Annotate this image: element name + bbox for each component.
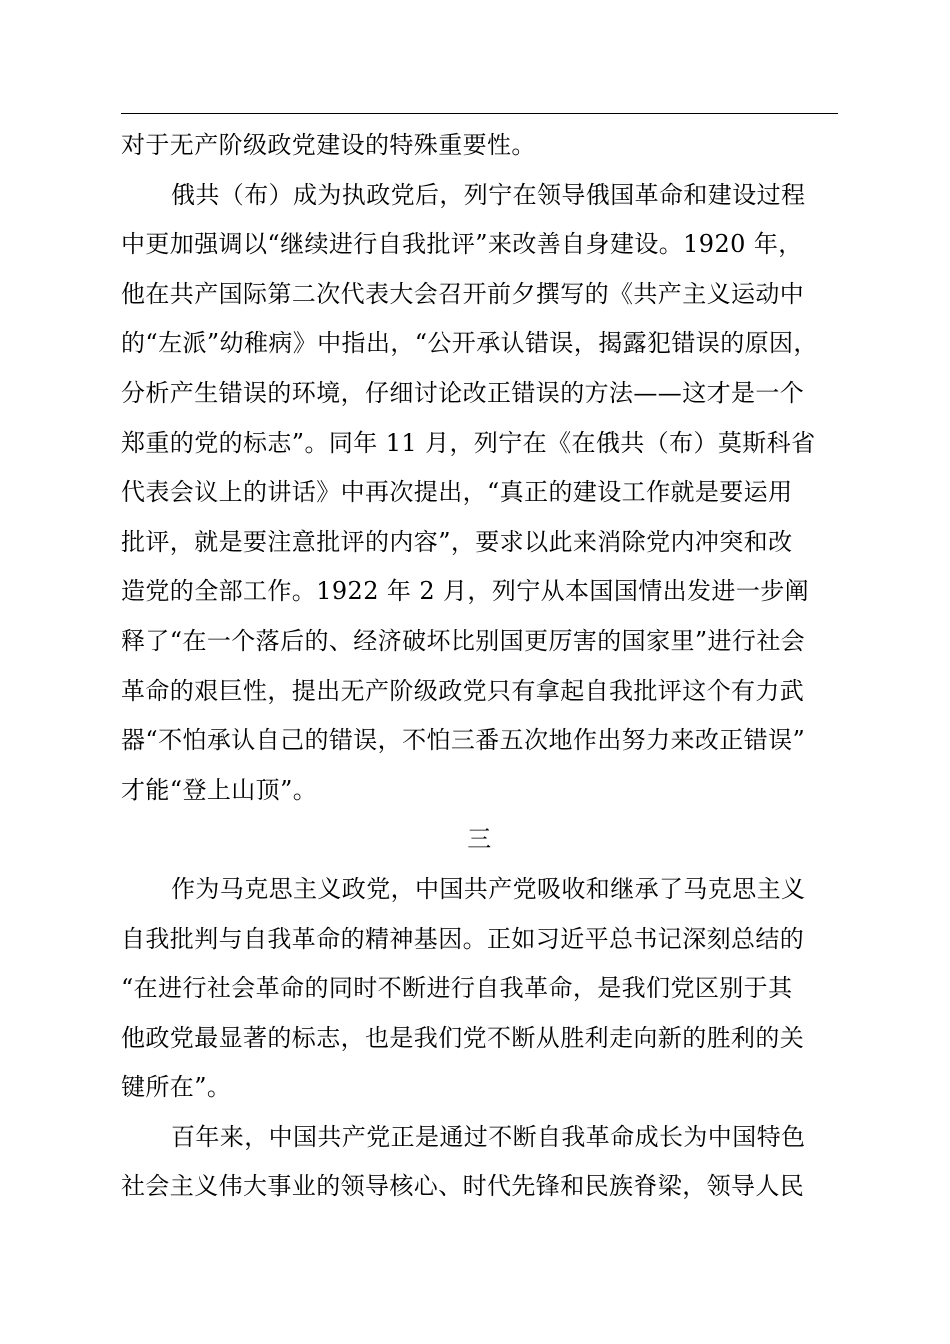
text-line: 器“不怕承认自己的错误，不怕三番五次地作出努力来改正错误” (121, 726, 806, 755)
section-heading: 三 (467, 825, 492, 854)
text-line: 释了“在一个落后的、经济破坏比别国更厉害的国家里”进行社会 (121, 626, 806, 655)
text-line: 自我批判与自我革命的精神基因。正如习近平总书记深刻总结的 (121, 924, 805, 953)
header-rule (121, 113, 838, 114)
text-line: 郑重的党的标志”。同年 11 月，列宁在《在俄共（布）莫斯科省 (121, 428, 816, 457)
text-line: 他政党最显著的标志，也是我们党不断从胜利走向新的胜利的关 (121, 1023, 805, 1052)
text-line: 社会主义伟大事业的领导核心、时代先锋和民族脊梁，领导人民 (121, 1172, 805, 1201)
paragraph-lenin-self-criticism (121, 171, 838, 816)
text-line: 革命的艰巨性，提出无产阶级政党只有拿起自我批评这个有力武 (121, 676, 805, 705)
paragraph-continuation (121, 121, 838, 171)
text-line: 造党的全部工作。1922 年 2 月，列宁从本国国情出发进一步阐 (121, 577, 810, 606)
paragraph-cpc-inheritance (121, 865, 838, 1113)
text-line: 批评，就是要注意批评的内容”，要求以此来消除党内冲突和改 (121, 527, 793, 556)
text-line: 键所在”。 (121, 1073, 232, 1102)
text-line: 代表会议上的讲话》中再次提出，“真正的建设工作就是要运用 (121, 478, 793, 507)
document-body (121, 121, 838, 1212)
text-line: 才能“登上山顶”。 (121, 775, 318, 804)
text-line: 对于无产阶级政党建设的特殊重要性。 (121, 131, 536, 159)
text-line: 百年来，中国共产党正是通过不断自我革命成长为中国特色 (171, 1122, 806, 1151)
text-line: 他在共产国际第二次代表大会召开前夕撰写的《共产主义运动中 (121, 279, 805, 308)
text-line: 中更加强调以“继续进行自我批评”来改善自身建设。1920 年， (121, 230, 803, 259)
text-line: 作为马克思主义政党，中国共产党吸收和继承了马克思主义 (171, 874, 806, 903)
paragraph-centenary (121, 1113, 838, 1212)
text-line: 俄共（布）成为执政党后，列宁在领导俄国革命和建设过程 (171, 180, 806, 209)
text-line: 分析产生错误的环境，仔细讨论改正错误的方法——这才是一个 (121, 378, 805, 407)
text-line: “在进行社会革命的同时不断进行自我革命，是我们党区别于其 (121, 974, 793, 1003)
text-line: 的“左派”幼稚病》中指出，“公开承认错误，揭露犯错误的原因， (121, 329, 818, 358)
